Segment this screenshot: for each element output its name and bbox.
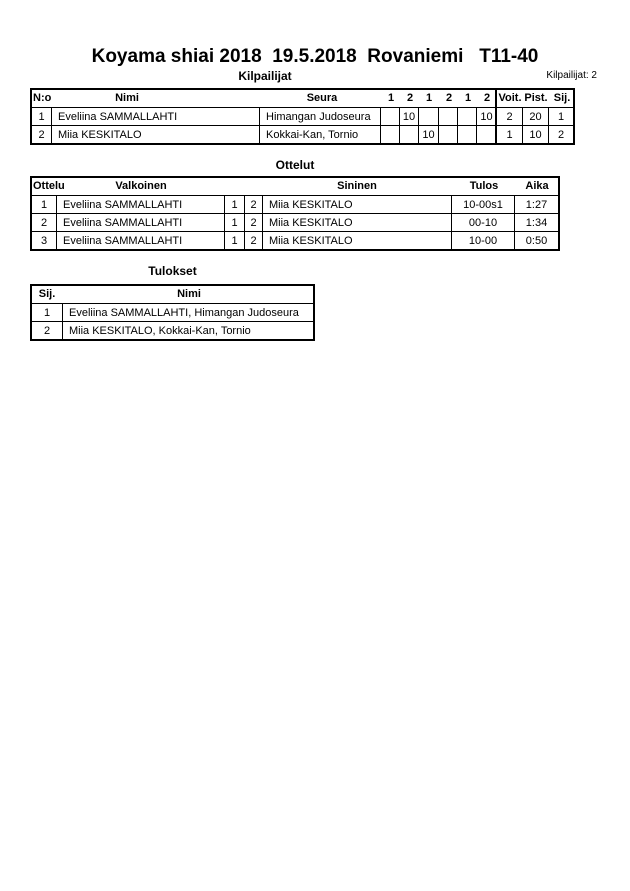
white-fighter: Eveliina SAMMALLAHTI: [57, 214, 225, 231]
matches-table: [30, 176, 560, 251]
col-header-round-1: 1: [387, 92, 395, 104]
match-result: 10-00s1: [452, 196, 515, 213]
col-header-place: Sij.: [553, 92, 571, 104]
match-result: 10-00: [452, 232, 515, 249]
white-number: 1: [225, 214, 245, 231]
match-row: [32, 231, 558, 249]
score-cell: [458, 126, 477, 143]
col-header-club: Seura: [306, 92, 338, 104]
competitor-name: Eveliina SAMMALLAHTI: [52, 108, 260, 125]
score-cell: [439, 126, 458, 143]
col-header-match: Ottelu: [33, 180, 65, 192]
col-header-white: Valkoinen: [115, 180, 167, 192]
points-group-divider: [495, 90, 497, 143]
result-place: 2: [32, 322, 63, 339]
competitor-no: 1: [32, 108, 52, 125]
competitor-place: 1: [557, 110, 565, 123]
competitor-place: 2: [557, 128, 565, 141]
white-fighter: Eveliina SAMMALLAHTI: [57, 232, 225, 249]
score-cell: [419, 108, 439, 125]
col-header-place: Sij.: [38, 288, 56, 300]
blue-fighter: Miia KESKITALO: [263, 196, 452, 213]
result-name: Eveliina SAMMALLAHTI, Himangan Judoseura: [69, 306, 299, 319]
competitor-name: Miia KESKITALO: [52, 126, 260, 143]
competitors-table-header: [32, 90, 573, 108]
score-cell: [439, 108, 458, 125]
col-header-round-2: 2: [406, 92, 414, 104]
page-title: Koyama shiai 2018 19.5.2018 Rovaniemi T11-40: [91, 46, 539, 67]
col-header-time: Aika: [525, 180, 549, 192]
col-header-round-3: 1: [425, 92, 433, 104]
score-cell: [400, 126, 419, 143]
match-no: 1: [32, 196, 57, 213]
match-row: [32, 213, 558, 231]
results-section-heading: Tulokset: [148, 264, 197, 278]
col-header-round-4: 2: [445, 92, 453, 104]
col-header-round-5: 1: [464, 92, 472, 104]
score-cell: 10: [419, 126, 439, 143]
result-place: 1: [32, 304, 63, 321]
match-no: 2: [32, 214, 57, 231]
match-time: 1:34: [525, 216, 548, 229]
col-header-no: N:o: [33, 92, 52, 104]
col-header-round-6: 2: [483, 92, 491, 104]
competitor-no: 2: [32, 126, 52, 143]
competitors-section-heading: Kilpailijat: [238, 69, 292, 83]
white-number: 1: [225, 232, 245, 249]
col-header-result: Tulos: [469, 180, 499, 192]
score-cell: [458, 108, 477, 125]
competitor-club: Himangan Judoseura: [260, 108, 381, 125]
competitor-club: Kokkai-Kan, Tornio: [260, 126, 381, 143]
competitor-points: 20: [523, 108, 549, 125]
competitor-wins: 1: [497, 126, 523, 143]
blue-fighter: Miia KESKITALO: [263, 214, 452, 231]
competitor-row: [32, 108, 573, 125]
blue-number: 2: [245, 214, 263, 231]
competitor-row: [32, 125, 573, 143]
competitor-wins: 2: [497, 108, 523, 125]
col-header-points: Pist.: [524, 92, 548, 104]
col-header-name: Nimi: [115, 92, 139, 104]
col-header-wins: Voit.: [498, 92, 522, 104]
blue-fighter: Miia KESKITALO: [263, 232, 452, 249]
score-cell: [381, 108, 400, 125]
match-time: 1:27: [525, 198, 548, 211]
competitors-count-label: Kilpailijat: 2: [546, 70, 597, 81]
score-cell: 10: [400, 108, 419, 125]
match-result: 00-10: [452, 214, 515, 231]
competitor-points: 10: [523, 126, 549, 143]
results-table: [30, 284, 315, 341]
blue-number: 2: [245, 232, 263, 249]
score-cell: 10: [477, 108, 497, 125]
result-row: [32, 321, 313, 339]
match-time: 0:50: [525, 234, 548, 247]
match-row: [32, 196, 558, 213]
white-fighter: Eveliina SAMMALLAHTI: [57, 196, 225, 213]
blue-number: 2: [245, 196, 263, 213]
col-header-name: Nimi: [177, 288, 201, 300]
results-table-header: [32, 286, 313, 304]
match-no: 3: [32, 232, 57, 249]
score-cell: [477, 126, 497, 143]
col-header-blue: Sininen: [337, 180, 377, 192]
result-name: Miia KESKITALO, Kokkai-Kan, Tornio: [69, 324, 251, 337]
white-number: 1: [225, 196, 245, 213]
matches-table-header: [32, 178, 558, 196]
score-cell: [381, 126, 400, 143]
competitors-table: [30, 88, 575, 145]
result-row: [32, 304, 313, 321]
matches-section-heading: Ottelut: [275, 158, 315, 172]
